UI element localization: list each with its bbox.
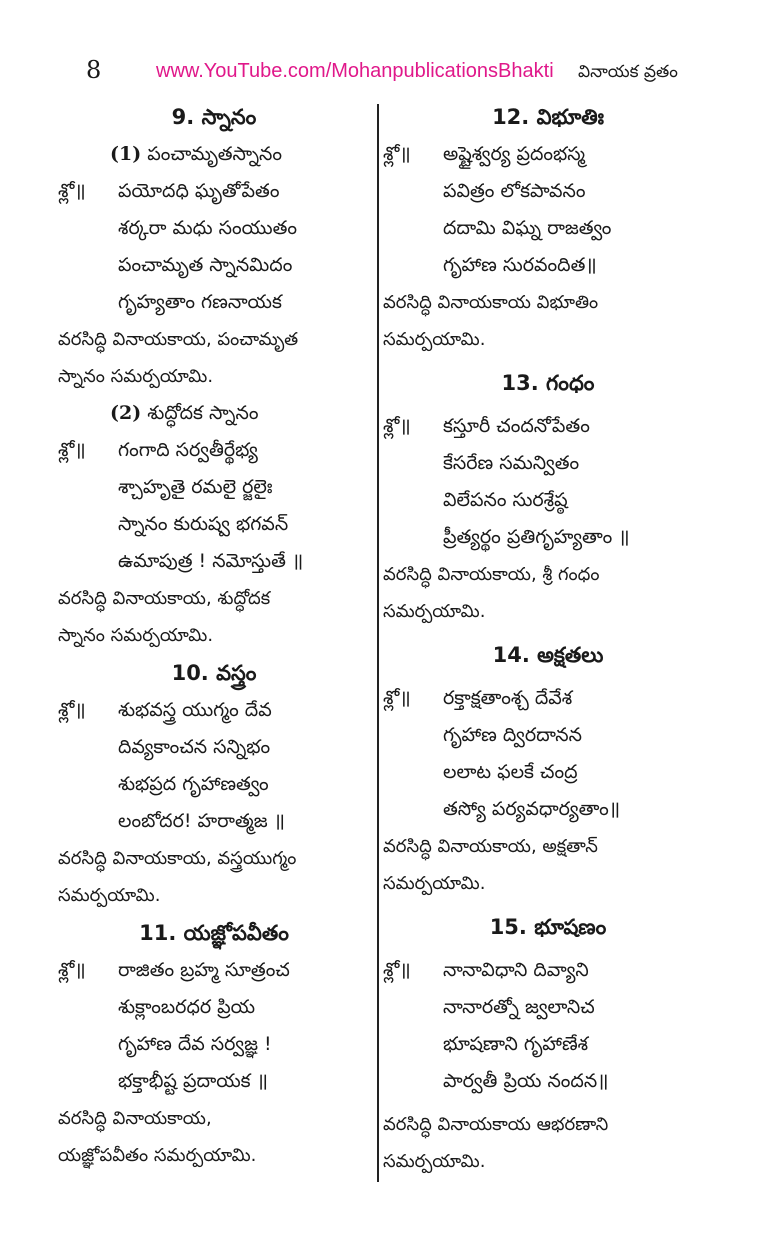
section-title: 9. స్నానం: [171, 105, 257, 129]
sloka-mark: శ్లో॥: [58, 439, 86, 461]
offering-text: [383, 828, 713, 902]
offering-text: [58, 321, 370, 395]
section-snanam: [58, 98, 370, 654]
sloka-line: తస్యో పర్యవధార్యతాం॥: [443, 798, 621, 820]
sloka-line: అష్టైశ్వర్య ప్రదంభస్మ: [443, 143, 586, 165]
sloka-line: భూషణాని గృహాణేశ: [443, 1033, 589, 1055]
section-title: 11. యజ్ఞోపవీతం: [139, 921, 289, 945]
sloka-line: నానారత్నో జ్వలానిచ: [443, 996, 595, 1018]
sloka-line: విలేపనం సురశ్రేష్ఠ: [443, 489, 568, 511]
sloka-line: ప్రీత్యర్థం ప్రతిగృహ్యతాం ॥: [443, 526, 630, 548]
sloka-mark: శ్లో॥: [383, 687, 411, 709]
right-column: [383, 98, 713, 1180]
section-title: 15. భూషణం: [489, 915, 607, 939]
offering-line: సమర్పయామి.: [383, 601, 486, 622]
offering-line: సమర్పయామి.: [58, 885, 161, 906]
offering-line: వరసిద్ధి వినాయకాయ, పంచామృత: [58, 329, 299, 350]
offering-text: [58, 580, 370, 654]
sloka-line: గృహ్యతాం గణనాయక: [118, 291, 282, 313]
section-bhushanam: [383, 908, 713, 1180]
offering-line: వరసిద్ధి వినాయకాయ, శ్రీ గంధం: [383, 564, 600, 585]
offering-text: [383, 1106, 713, 1180]
offering-text: [58, 1100, 370, 1174]
sloka: [383, 408, 713, 556]
sloka: [58, 432, 370, 580]
offering-line: వరసిద్ధి వినాయకాయ ఆభరణాని: [383, 1114, 609, 1135]
sloka-line: గంగాది సర్వతీర్థేభ్య: [118, 439, 258, 461]
offering-line: వరసిద్ధి వినాయకాయ, వస్త్రయుగ్మం: [58, 848, 297, 869]
subsection-title: [58, 136, 370, 173]
sloka-line: కేసరేణ సమన్వితం: [443, 452, 580, 474]
offering-text: [383, 556, 713, 630]
book-title: వినాయక వ్రతం: [578, 62, 678, 82]
page-number: 8: [86, 56, 102, 84]
offering-text: [383, 284, 713, 358]
sloka-line: లలాట ఫలకే చంద్ర: [443, 761, 578, 783]
sloka-line: శర్కరా మధు సంయుతం: [118, 217, 298, 239]
sloka-line: పార్వతీ ప్రియ నందన॥: [443, 1070, 609, 1092]
sloka: [58, 173, 370, 321]
sloka-line: దదామి విఘ్న రాజత్వం: [443, 217, 612, 239]
offering-line: యజ్ఞోపవీతం సమర్పయామి.: [58, 1145, 257, 1166]
sloka-line: గృహాణ ద్విరదానన: [443, 724, 582, 746]
sloka: [58, 692, 370, 840]
sloka-line: శుక్లాంబరధర ప్రియ: [118, 996, 256, 1018]
offering-line: వరసిద్ధి వినాయకాయ విభూతిం: [383, 292, 599, 313]
sloka-mark: శ్లో॥: [58, 959, 86, 981]
subsection-title: [58, 395, 370, 432]
subsection-label: శుద్ధోదక స్నానం: [147, 402, 259, 424]
section-title: 12. విభూతిః: [492, 105, 604, 129]
section-vastram: [58, 654, 370, 914]
sloka-line: గృహాణ సురవందిత॥: [443, 254, 597, 276]
offering-line: సమర్పయామి.: [383, 1151, 486, 1172]
offering-line: సమర్పయామి.: [383, 329, 486, 350]
sloka-mark: శ్లో॥: [383, 415, 411, 437]
column-divider: [377, 104, 379, 1182]
section-title: 13. గంధం: [501, 371, 595, 395]
offering-line: వరసిద్ధి వినాయకాయ, శుద్ధోదక: [58, 588, 271, 609]
sloka-mark: శ్లో॥: [58, 699, 86, 721]
youtube-url[interactable]: www.YouTube.com/MohanpublicationsBhakti: [156, 60, 554, 82]
sloka-line: పయోదధి ఘృతోపేతం: [118, 180, 280, 202]
offering-line: స్నానం సమర్పయామి.: [58, 366, 214, 387]
sloka-line: రాజితం బ్రహ్మ సూత్రంచ: [118, 959, 290, 981]
sloka: [383, 136, 713, 284]
section-title: 14. అక్షతలు: [492, 643, 604, 667]
sloka-line: శుభప్రద గృహాణత్వం: [118, 773, 269, 795]
left-column: [58, 98, 370, 1174]
sloka-mark: శ్లో॥: [383, 143, 411, 165]
sloka-line: దివ్యకాంచన సన్నిభం: [118, 736, 271, 758]
sloka-mark: శ్లో॥: [58, 180, 86, 202]
sloka-line: కస్తూరీ చందనోపేతం: [443, 415, 590, 437]
sloka-line: పవిత్రం లోకపావనం: [443, 180, 586, 202]
offering-line: స్నానం సమర్పయామి.: [58, 625, 214, 646]
sloka-line: పంచామృత స్నానమిదం: [118, 254, 293, 276]
sloka-line: నానావిధాని దివ్యాని: [443, 959, 589, 981]
sloka: [383, 952, 713, 1100]
section-gandham: [383, 364, 713, 630]
offering-text: [58, 840, 370, 914]
sloka-line: శుభవస్త్ర యుగ్మం దేవ: [118, 699, 272, 721]
sloka-line: రక్తాక్షతాంశ్చ దేవేశ: [443, 687, 573, 709]
offering-line: వరసిద్ధి వినాయకాయ,: [58, 1108, 212, 1129]
sloka: [383, 680, 713, 828]
section-vibhuthi: [383, 98, 713, 358]
subsection-number: (2): [110, 402, 142, 424]
subsection-number: (1): [110, 143, 142, 165]
offering-line: సమర్పయామి.: [383, 873, 486, 894]
sloka-mark: శ్లో॥: [383, 959, 411, 981]
section-yagnopaveetham: [58, 914, 370, 1174]
page-header: [0, 54, 768, 94]
sloka-line: శ్చాహృతై రమలై ర్జలైః: [118, 476, 273, 498]
section-akshathalu: [383, 636, 713, 902]
sloka-line: ఉమాపుత్ర ! నమోస్తుతే ॥: [118, 550, 304, 572]
subsection-label: పంచామృతస్నానం: [147, 143, 283, 165]
sloka-line: భక్తాభీష్ట ప్రదాయక ॥: [118, 1070, 269, 1092]
sloka-line: స్నానం కురుష్వ భగవన్: [118, 513, 289, 535]
sloka: [58, 952, 370, 1100]
offering-line: వరసిద్ధి వినాయకాయ, అక్షతాన్: [383, 836, 598, 857]
section-title: 10. వస్త్రం: [171, 661, 257, 685]
sloka-line: లంబోదర! హరాత్మజ ॥: [118, 810, 286, 832]
sloka-line: గృహాణ దేవ సర్వజ్ఞ !: [118, 1033, 272, 1055]
